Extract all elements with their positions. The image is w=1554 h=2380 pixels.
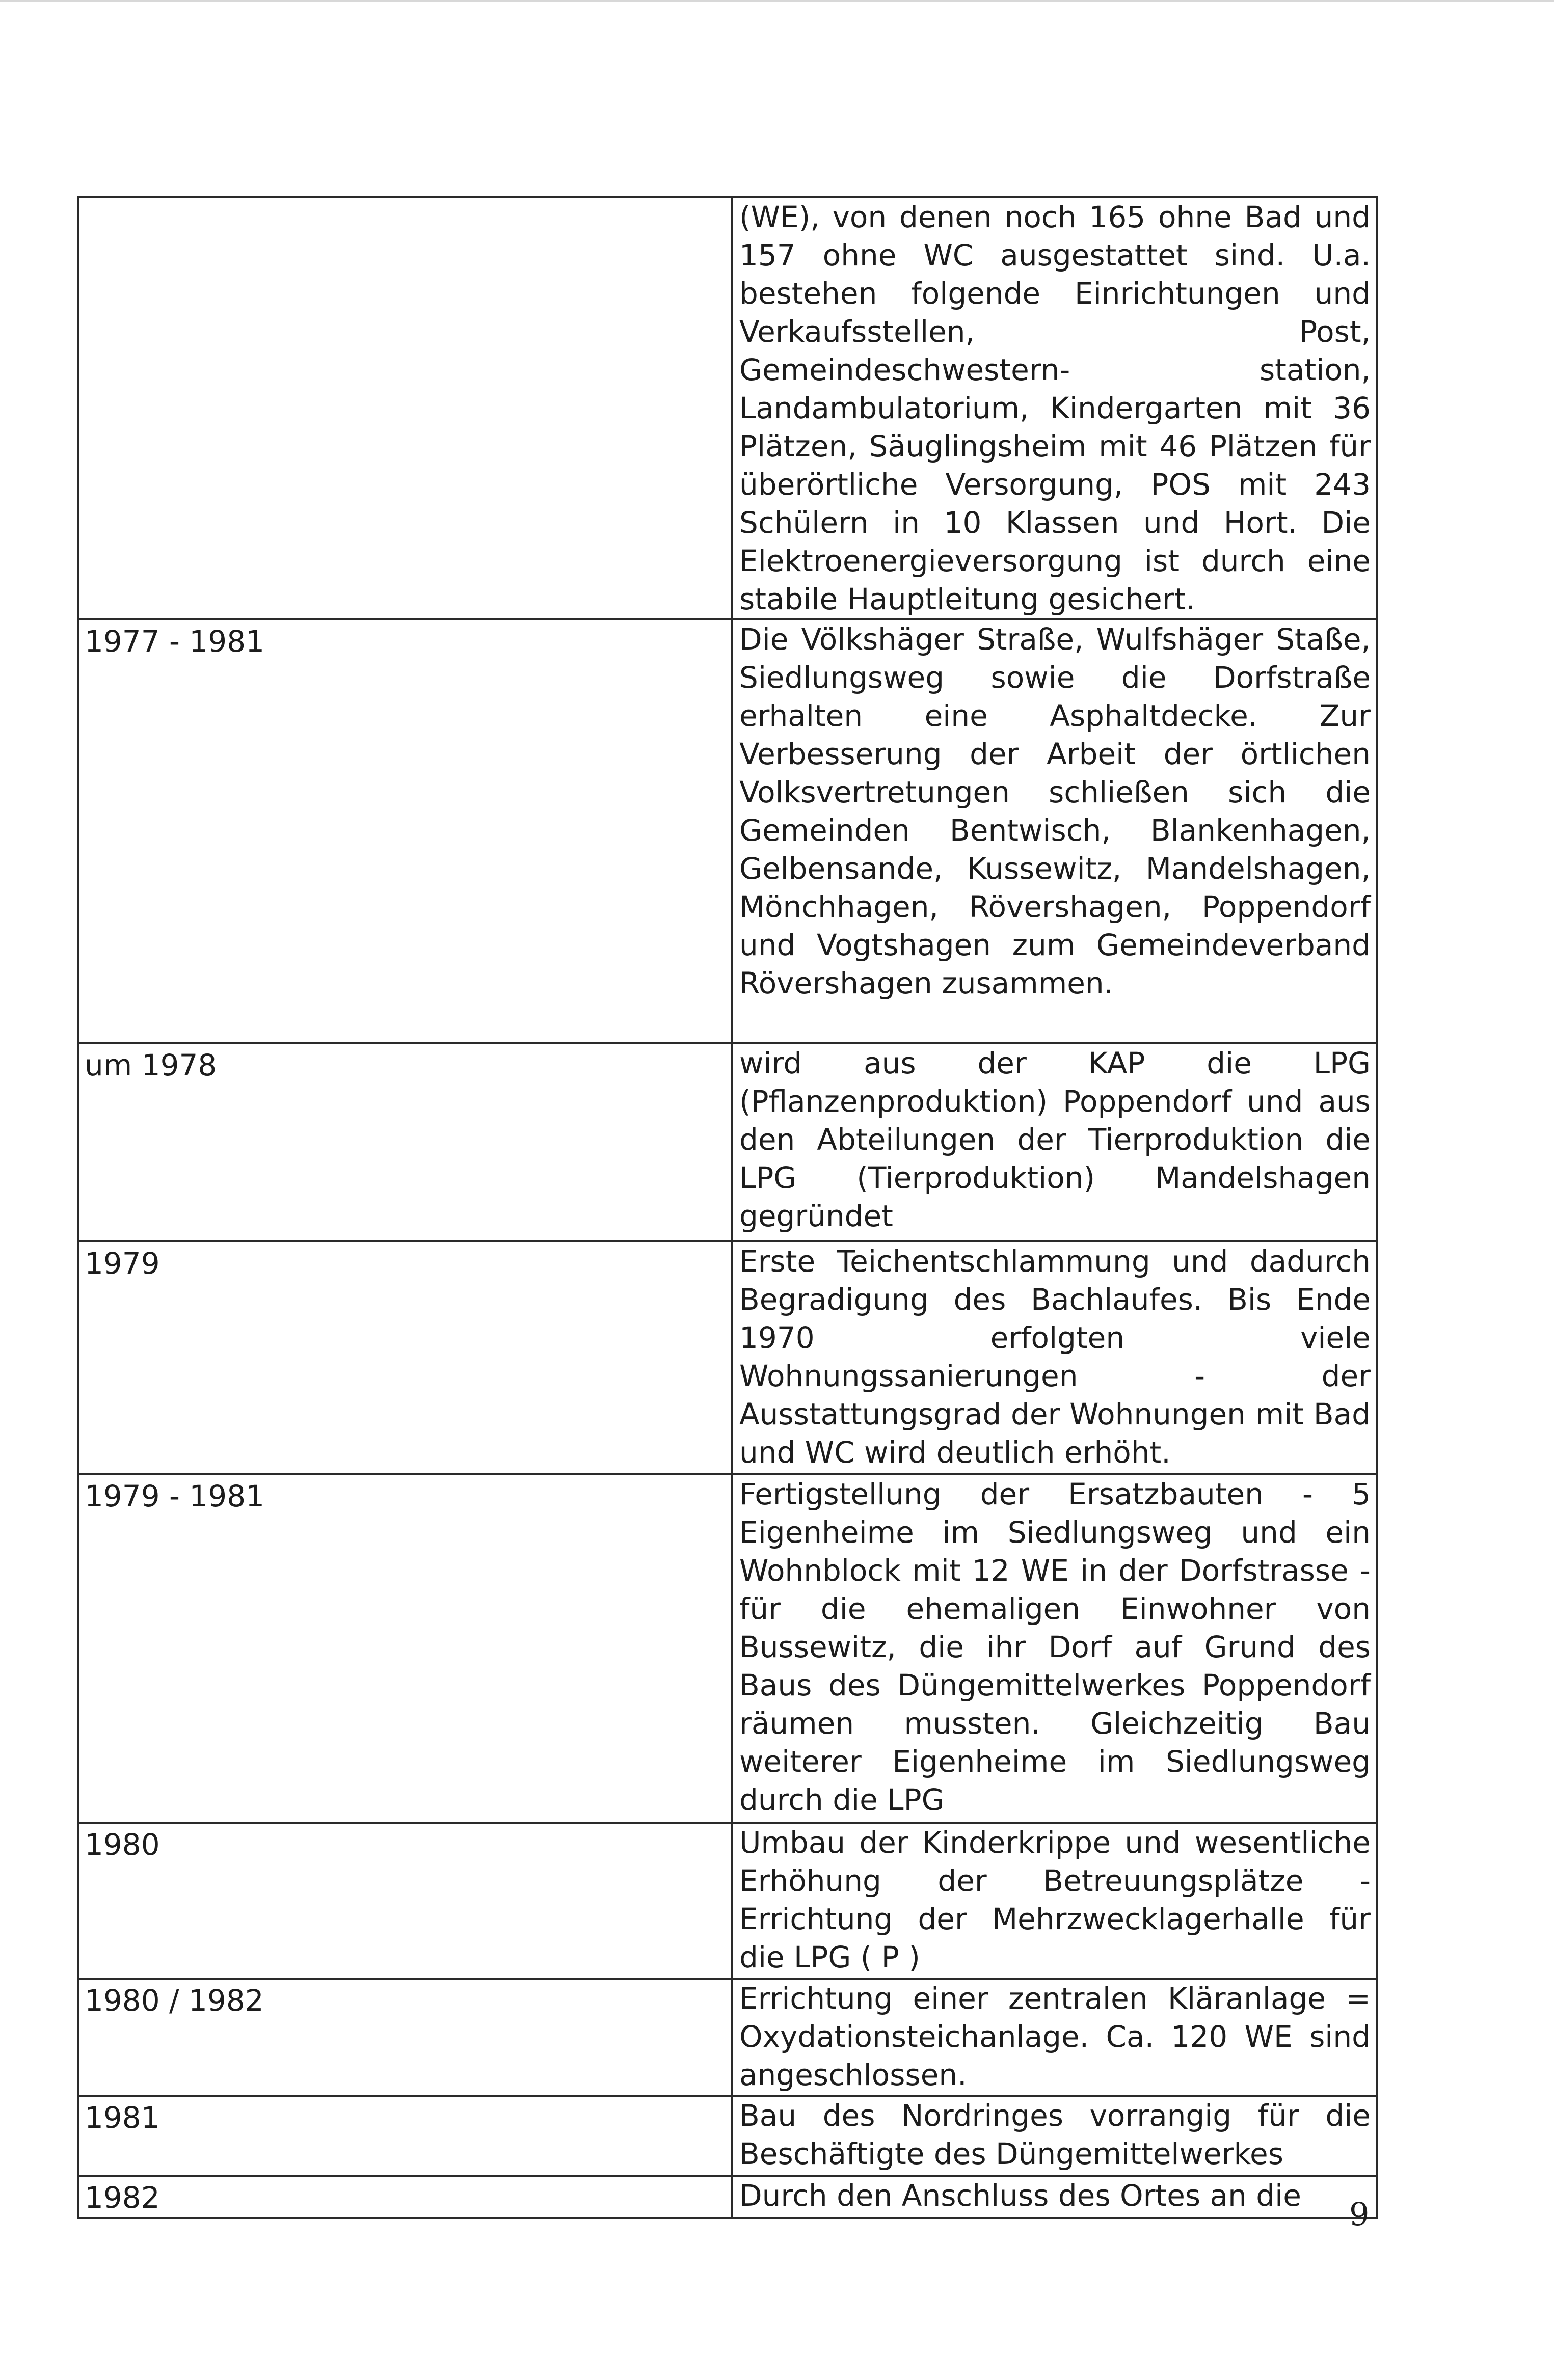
year-cell: 1981 <box>78 2096 732 2176</box>
chronology-table <box>77 196 1378 2219</box>
table-row <box>78 619 1377 1043</box>
table-row <box>78 197 1377 619</box>
event-cell: Erste Teichentschlammung und dadurch Begradigung des Bachlaufes. Bis Ende 1970 erfolgten viele Wohnungssanierungen - der Ausstattungsgrad der Wohnungen mit Bad und WC wird deutlich erhöht. <box>732 1241 1377 1474</box>
event-cell: wird aus der KAP die LPG (Pflanzenproduktion) Poppendorf und aus den Abteilungen der Tierproduktion die LPG (Tierproduktion) Mandelshagen gegründet <box>732 1043 1377 1241</box>
table-row <box>78 1241 1377 1474</box>
year-cell: 1980 / 1982 <box>78 1979 732 2096</box>
table-row <box>78 2176 1377 2218</box>
scan-edge-line <box>0 0 1554 2</box>
year-cell: 1982 <box>78 2176 732 2218</box>
year-cell: um 1978 <box>78 1043 732 1241</box>
page-number: 9 <box>1349 2196 1370 2233</box>
event-cell: Umbau der Kinderkrippe und wesentliche Erhöhung der Betreuungsplätze - Errichtung der Mehrzwecklagerhalle für die LPG ( P ) <box>732 1823 1377 1979</box>
table-row <box>78 2096 1377 2176</box>
table-row <box>78 1979 1377 2096</box>
year-cell <box>78 197 732 619</box>
year-cell: 1980 <box>78 1823 732 1979</box>
event-cell: Bau des Nordringes vorrangig für die Beschäftigte des Düngemittelwerkes <box>732 2096 1377 2176</box>
table-row <box>78 1474 1377 1823</box>
event-cell: Durch den Anschluss des Ortes an die <box>732 2176 1377 2218</box>
event-cell: Errichtung einer zentralen Kläranlage = Oxydationsteichanlage. Ca. 120 WE sind angeschlossen. <box>732 1979 1377 2096</box>
table-row <box>78 1043 1377 1241</box>
year-cell: 1977 - 1981 <box>78 619 732 1043</box>
table-row <box>78 1823 1377 1979</box>
year-cell: 1979 - 1981 <box>78 1474 732 1823</box>
year-cell: 1979 <box>78 1241 732 1474</box>
event-cell: Die Völkshäger Straße, Wulfshäger Staße, Siedlungsweg sowie die Dorfstraße erhalten eine Asphaltdecke. Zur Verbesserung der Arbeit der örtlichen Volksvertretungen schließen sich die Gemeinden Bentwisch, Blankenhagen, Gelbensande, Kussewitz, Mandelshagen, Mönchhagen, Rövershagen, Poppendorf und Vogtshagen zum Gemeindeverband Rövershagen zusammen. <box>732 619 1377 1043</box>
event-cell: Fertigstellung der Ersatzbauten - 5 Eigenheime im Siedlungsweg und ein Wohnblock mit 12 WE in der Dorfstrasse - für die ehemaligen Einwohner von Bussewitz, die ihr Dorf auf Grund des Baus des Düngemittelwerkes Poppendorf räumen mussten. Gleichzeitig Bau weiterer Eigenheime im Siedlungsweg durch die LPG <box>732 1474 1377 1823</box>
event-cell: (WE), von denen noch 165 ohne Bad und 157 ohne WC ausgestattet sind. U.a. bestehen folgende Einrichtungen und Verkaufsstellen, Post, Gemeindeschwestern- station, Landambulatorium, Kindergarten mit 36 Plätzen, Säuglingsheim mit 46 Plätzen für überörtliche Versorgung, POS mit 243 Schülern in 10 Klassen und Hort. Die Elektroenergieversorgung ist durch eine stabile Hauptleitung gesichert. <box>732 197 1377 619</box>
